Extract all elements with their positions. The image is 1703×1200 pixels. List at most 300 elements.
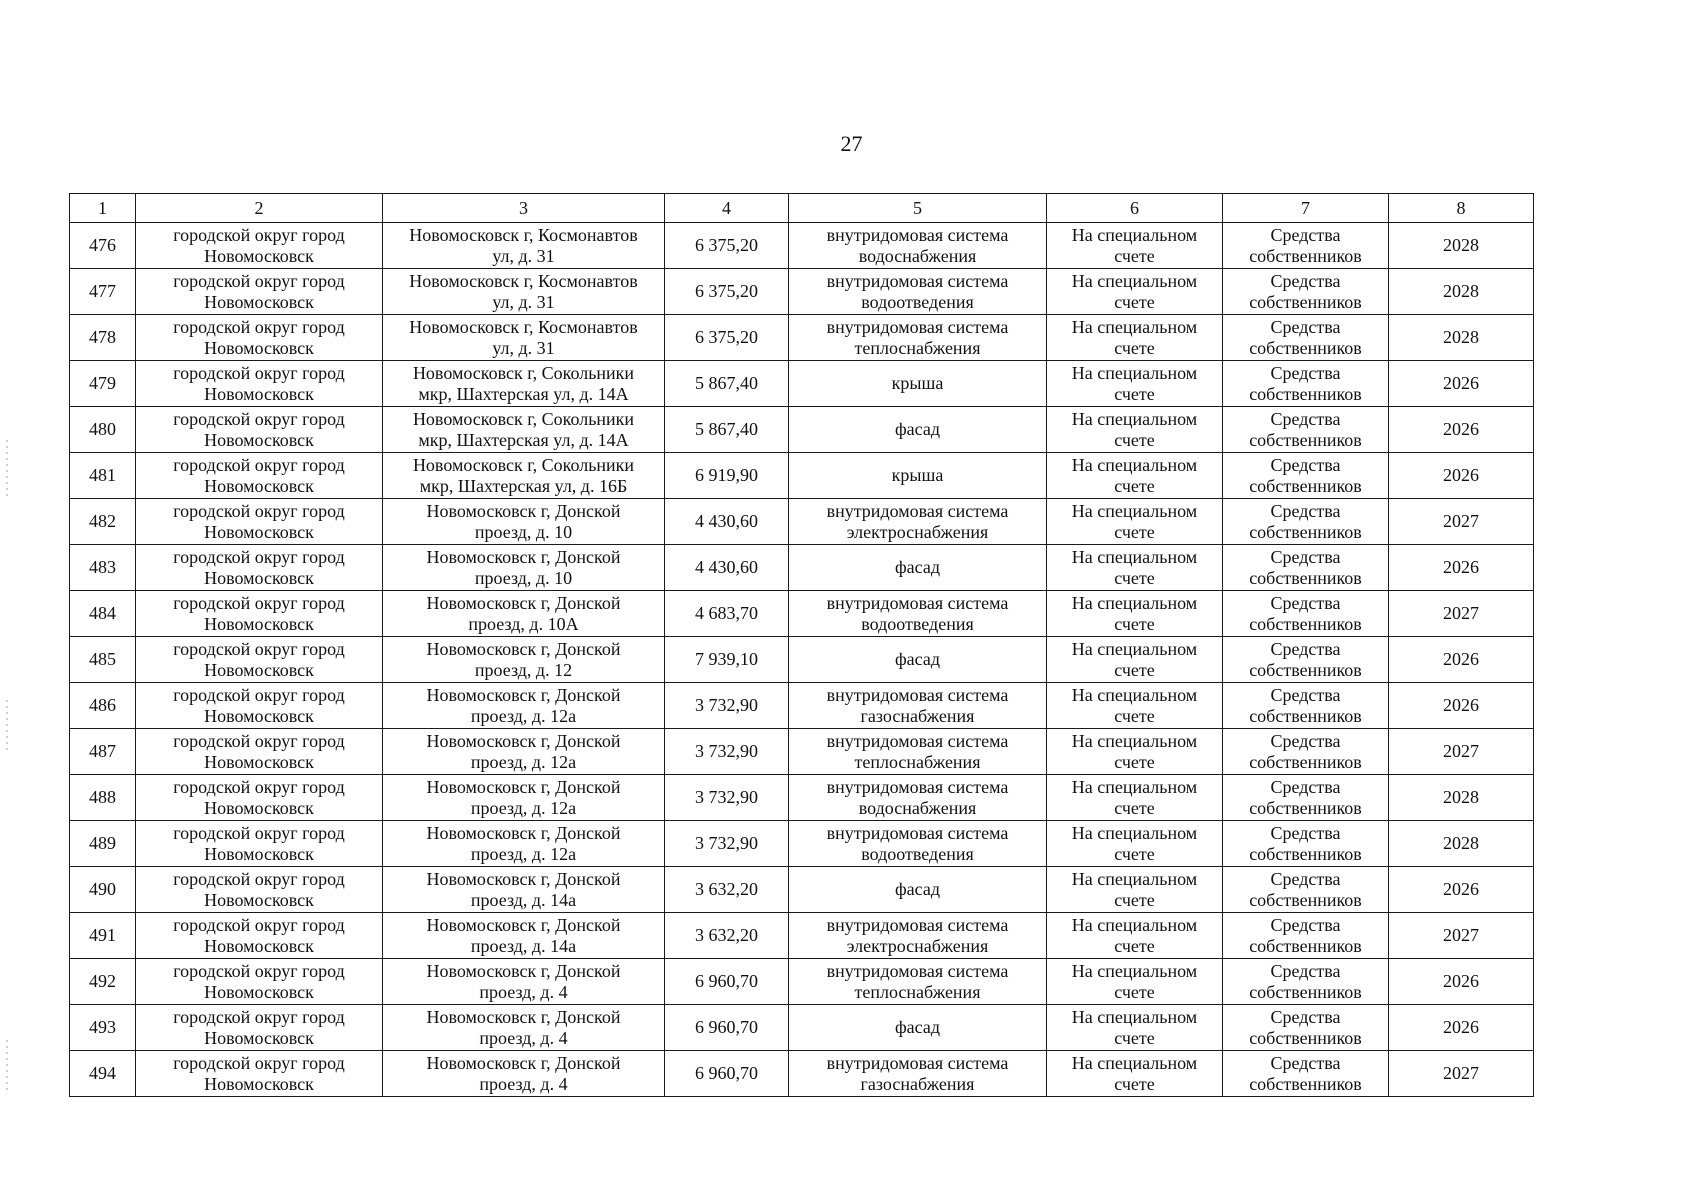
- work-type-cell-line: фасад: [894, 419, 940, 439]
- account-method-cell: [1047, 499, 1223, 545]
- row-number-cell: 479: [70, 361, 136, 407]
- address-cell: [383, 959, 665, 1005]
- funding-source-cell-line: Средства: [1270, 592, 1341, 613]
- account-method-cell: [1047, 453, 1223, 499]
- address-cell-line: мкр, Шахтерская ул, д. 14А: [418, 383, 629, 404]
- work-type-cell: [789, 729, 1047, 775]
- work-type-cell-line: внутридомовая система: [826, 592, 1009, 613]
- municipality-cell-line: Новомосковск: [204, 613, 314, 634]
- funding-source-cell-line: собственников: [1249, 1027, 1362, 1048]
- funding-source-cell-line: собственников: [1249, 981, 1362, 1002]
- municipality-cell-line: городской округ город: [173, 270, 345, 291]
- area-cell: 6 960,70: [665, 1005, 789, 1051]
- funding-source-cell: [1223, 1005, 1389, 1051]
- funding-source-cell-line: Средства: [1270, 730, 1341, 751]
- account-method-cell: [1047, 867, 1223, 913]
- year-cell: 2027: [1389, 591, 1534, 637]
- funding-source-cell-line: собственников: [1249, 521, 1362, 542]
- work-type-cell-line: внутридомовая система: [826, 776, 1009, 797]
- account-method-cell: [1047, 545, 1223, 591]
- address-cell: [383, 775, 665, 821]
- account-method-cell-line: счете: [1114, 889, 1155, 910]
- municipality-cell-line: городской округ город: [173, 914, 345, 935]
- year-cell: 2028: [1389, 315, 1534, 361]
- municipality-cell-line: городской округ город: [173, 592, 345, 613]
- municipality-cell-line: городской округ город: [173, 1052, 345, 1073]
- account-method-cell-line: На специальном: [1071, 638, 1198, 659]
- account-method-cell-line: На специальном: [1071, 1052, 1198, 1073]
- municipality-cell-line: Новомосковск: [204, 567, 314, 588]
- funding-source-cell-line: собственников: [1249, 843, 1362, 864]
- address-cell: [383, 453, 665, 499]
- account-method-cell-line: счете: [1114, 613, 1155, 634]
- account-method-cell-line: счете: [1114, 705, 1155, 726]
- work-type-cell-line: фасад: [894, 879, 940, 899]
- address-cell: [383, 591, 665, 637]
- account-method-cell: [1047, 361, 1223, 407]
- address-cell-line: проезд, д. 12а: [470, 797, 577, 818]
- work-type-cell-line: внутридомовая система: [826, 730, 1009, 751]
- address-cell-line: Новомосковск г, Донской: [426, 592, 621, 613]
- row-number-cell: 481: [70, 453, 136, 499]
- funding-source-cell-line: Средства: [1270, 868, 1341, 889]
- column-header: 7: [1223, 194, 1389, 223]
- address-cell-line: Новомосковск г, Сокольники: [412, 408, 635, 429]
- address-cell: [383, 223, 665, 269]
- funding-source-cell-line: собственников: [1249, 935, 1362, 956]
- year-cell: 2027: [1389, 499, 1534, 545]
- table-row: [70, 453, 1534, 499]
- work-type-cell: [789, 223, 1047, 269]
- address-cell: [383, 545, 665, 591]
- account-method-cell-line: На специальном: [1071, 592, 1198, 613]
- municipality-cell-line: Новомосковск: [204, 521, 314, 542]
- year-cell: 2028: [1389, 821, 1534, 867]
- work-type-cell-line: фасад: [894, 557, 940, 577]
- funding-source-cell-line: собственников: [1249, 567, 1362, 588]
- area-cell: 4 430,60: [665, 499, 789, 545]
- account-method-cell-line: На специальном: [1071, 1006, 1198, 1027]
- page-number: 27: [840, 131, 863, 156]
- work-type-cell: [789, 453, 1047, 499]
- year-cell: 2026: [1389, 361, 1534, 407]
- row-number-cell: 490: [70, 867, 136, 913]
- municipality-cell: [136, 223, 383, 269]
- column-header: 5: [789, 194, 1047, 223]
- account-method-cell-line: счете: [1114, 797, 1155, 818]
- table-row: [70, 315, 1534, 361]
- municipality-cell-line: городской округ город: [173, 224, 345, 245]
- address-cell-line: Новомосковск г, Донской: [426, 500, 621, 521]
- work-type-cell: [789, 407, 1047, 453]
- area-cell: 6 919,90: [665, 453, 789, 499]
- table-row: [70, 867, 1534, 913]
- address-cell-line: проезд, д. 4: [479, 1073, 568, 1094]
- municipality-cell: [136, 453, 383, 499]
- funding-source-cell: [1223, 683, 1389, 729]
- municipality-cell: [136, 407, 383, 453]
- address-cell-line: ул, д. 31: [492, 291, 555, 312]
- row-number-cell: 476: [70, 223, 136, 269]
- municipality-cell-line: городской округ город: [173, 868, 345, 889]
- area-cell: 4 683,70: [665, 591, 789, 637]
- account-method-cell-line: счете: [1114, 981, 1155, 1002]
- year-cell: 2026: [1389, 959, 1534, 1005]
- municipality-cell-line: Новомосковск: [204, 889, 314, 910]
- funding-source-cell-line: Средства: [1270, 960, 1341, 981]
- address-cell-line: проезд, д. 10: [474, 521, 573, 542]
- municipality-cell-line: городской округ город: [173, 960, 345, 981]
- funding-source-cell: [1223, 821, 1389, 867]
- funding-source-cell: [1223, 729, 1389, 775]
- year-cell: 2026: [1389, 407, 1534, 453]
- funding-source-cell: [1223, 1051, 1389, 1097]
- address-cell-line: Новомосковск г, Космонавтов: [409, 316, 638, 337]
- account-method-cell-line: На специальном: [1071, 914, 1198, 935]
- work-type-cell-line: крыша: [891, 373, 944, 393]
- municipality-cell-line: Новомосковск: [204, 705, 314, 726]
- work-type-cell-line: фасад: [894, 649, 940, 669]
- row-number-cell: 486: [70, 683, 136, 729]
- work-type-cell: [789, 269, 1047, 315]
- funding-source-cell: [1223, 269, 1389, 315]
- account-method-cell: [1047, 913, 1223, 959]
- area-cell: 6 375,20: [665, 315, 789, 361]
- address-cell: [383, 499, 665, 545]
- year-cell: 2026: [1389, 683, 1534, 729]
- municipality-cell: [136, 499, 383, 545]
- funding-source-cell: [1223, 545, 1389, 591]
- address-cell-line: проезд, д. 14а: [470, 889, 577, 910]
- funding-source-cell-line: Средства: [1270, 270, 1341, 291]
- funding-source-cell-line: собственников: [1249, 751, 1362, 772]
- account-method-cell: [1047, 959, 1223, 1005]
- account-method-cell-line: счете: [1114, 659, 1155, 680]
- funding-source-cell-line: Средства: [1270, 224, 1341, 245]
- column-header: 6: [1047, 194, 1223, 223]
- address-cell-line: проезд, д. 10: [474, 567, 573, 588]
- account-method-cell-line: счете: [1114, 429, 1155, 450]
- account-method-cell-line: На специальном: [1071, 546, 1198, 567]
- row-number-cell: 482: [70, 499, 136, 545]
- row-number-cell: 488: [70, 775, 136, 821]
- municipality-cell-line: городской округ город: [173, 776, 345, 797]
- area-cell: 3 732,90: [665, 683, 789, 729]
- address-cell-line: проезд, д. 14а: [470, 935, 577, 956]
- funding-source-cell-line: собственников: [1249, 245, 1362, 266]
- municipality-cell-line: Новомосковск: [204, 797, 314, 818]
- funding-source-cell-line: Средства: [1270, 408, 1341, 429]
- work-type-cell-line: теплоснабжения: [854, 337, 981, 358]
- table-row: [70, 361, 1534, 407]
- municipality-cell: [136, 1005, 383, 1051]
- funding-source-cell: [1223, 407, 1389, 453]
- funding-source-cell-line: собственников: [1249, 705, 1362, 726]
- work-type-cell: [789, 683, 1047, 729]
- address-cell: [383, 407, 665, 453]
- work-type-cell-line: внутридомовая система: [826, 270, 1009, 291]
- work-type-cell: [789, 775, 1047, 821]
- address-cell-line: Новомосковск г, Космонавтов: [409, 270, 638, 291]
- funding-source-cell-line: Средства: [1270, 822, 1341, 843]
- funding-source-cell-line: собственников: [1249, 1073, 1362, 1094]
- funding-source-cell: [1223, 867, 1389, 913]
- municipality-cell-line: Новомосковск: [204, 337, 314, 358]
- funding-source-cell-line: Средства: [1270, 362, 1341, 383]
- funding-source-cell-line: собственников: [1249, 797, 1362, 818]
- funding-source-cell: [1223, 453, 1389, 499]
- table-row: [70, 499, 1534, 545]
- municipality-cell: [136, 821, 383, 867]
- year-cell: 2026: [1389, 545, 1534, 591]
- address-cell: [383, 867, 665, 913]
- account-method-cell: [1047, 683, 1223, 729]
- account-method-cell: [1047, 407, 1223, 453]
- account-method-cell-line: счете: [1114, 383, 1155, 404]
- table-row: [70, 729, 1534, 775]
- account-method-cell-line: счете: [1114, 751, 1155, 772]
- work-type-cell: [789, 637, 1047, 683]
- municipality-cell-line: Новомосковск: [204, 475, 314, 496]
- municipality-cell: [136, 913, 383, 959]
- row-number-cell: 494: [70, 1051, 136, 1097]
- account-method-cell-line: счете: [1114, 245, 1155, 266]
- funding-source-cell: [1223, 637, 1389, 683]
- area-cell: 3 632,20: [665, 913, 789, 959]
- year-cell: 2028: [1389, 775, 1534, 821]
- work-type-cell-line: внутридомовая система: [826, 914, 1009, 935]
- scan-edge-mark: [6, 700, 8, 750]
- work-type-cell: [789, 315, 1047, 361]
- work-type-cell: [789, 913, 1047, 959]
- row-number-cell: 487: [70, 729, 136, 775]
- account-method-cell-line: счете: [1114, 291, 1155, 312]
- municipality-cell-line: Новомосковск: [204, 659, 314, 680]
- account-method-cell: [1047, 729, 1223, 775]
- funding-source-cell-line: Средства: [1270, 500, 1341, 521]
- account-method-cell: [1047, 1005, 1223, 1051]
- area-cell: 6 960,70: [665, 959, 789, 1005]
- account-method-cell: [1047, 637, 1223, 683]
- funding-source-cell-line: Средства: [1270, 914, 1341, 935]
- municipality-cell: [136, 591, 383, 637]
- address-cell-line: мкр, Шахтерская ул, д. 16Б: [419, 475, 628, 496]
- municipality-cell: [136, 269, 383, 315]
- table-row: [70, 913, 1534, 959]
- account-method-cell-line: счете: [1114, 521, 1155, 542]
- address-cell-line: Новомосковск г, Космонавтов: [409, 224, 638, 245]
- year-cell: 2026: [1389, 637, 1534, 683]
- address-cell: [383, 729, 665, 775]
- account-method-cell-line: На специальном: [1071, 316, 1198, 337]
- table-row: [70, 683, 1534, 729]
- area-cell: 5 867,40: [665, 361, 789, 407]
- funding-source-cell: [1223, 775, 1389, 821]
- municipality-cell-line: Новомосковск: [204, 751, 314, 772]
- work-type-cell-line: газоснабжения: [860, 705, 975, 726]
- year-cell: 2028: [1389, 269, 1534, 315]
- table-row: [70, 821, 1534, 867]
- account-method-cell-line: На специальном: [1071, 454, 1198, 475]
- municipality-cell-line: Новомосковск: [204, 429, 314, 450]
- year-cell: 2026: [1389, 1005, 1534, 1051]
- municipality-cell: [136, 867, 383, 913]
- funding-source-cell-line: собственников: [1249, 613, 1362, 634]
- municipality-cell-line: городской округ город: [173, 822, 345, 843]
- row-number-cell: 478: [70, 315, 136, 361]
- address-cell-line: проезд, д. 12: [474, 659, 573, 680]
- account-method-cell: [1047, 315, 1223, 361]
- column-header: 1: [70, 194, 136, 223]
- funding-source-cell-line: собственников: [1249, 429, 1362, 450]
- area-cell: 3 732,90: [665, 821, 789, 867]
- account-method-cell-line: На специальном: [1071, 362, 1198, 383]
- row-number-cell: 477: [70, 269, 136, 315]
- account-method-cell-line: счете: [1114, 935, 1155, 956]
- address-cell-line: Новомосковск г, Донской: [426, 1052, 621, 1073]
- funding-source-cell-line: собственников: [1249, 889, 1362, 910]
- account-method-cell-line: На специальном: [1071, 500, 1198, 521]
- funding-source-cell: [1223, 223, 1389, 269]
- year-cell: 2028: [1389, 223, 1534, 269]
- area-cell: 7 939,10: [665, 637, 789, 683]
- year-cell: 2027: [1389, 1051, 1534, 1097]
- municipality-cell: [136, 959, 383, 1005]
- municipality-cell-line: городской округ город: [173, 684, 345, 705]
- municipality-cell-line: городской округ город: [173, 500, 345, 521]
- account-method-cell-line: На специальном: [1071, 730, 1198, 751]
- address-cell-line: проезд, д. 12а: [470, 751, 577, 772]
- funding-source-cell-line: Средства: [1270, 454, 1341, 475]
- address-cell-line: Новомосковск г, Донской: [426, 822, 621, 843]
- work-type-cell-line: внутридомовая система: [826, 500, 1009, 521]
- municipality-cell-line: городской округ город: [173, 638, 345, 659]
- municipality-cell: [136, 545, 383, 591]
- address-cell-line: ул, д. 31: [492, 337, 555, 358]
- funding-source-cell-line: собственников: [1249, 475, 1362, 496]
- address-cell: [383, 637, 665, 683]
- work-type-cell: [789, 591, 1047, 637]
- account-method-cell-line: счете: [1114, 1027, 1155, 1048]
- work-type-cell-line: водоотведения: [861, 613, 974, 634]
- account-method-cell-line: На специальном: [1071, 822, 1198, 843]
- municipality-cell: [136, 1051, 383, 1097]
- work-type-cell-line: внутридомовая система: [826, 822, 1009, 843]
- address-cell-line: проезд, д. 10А: [468, 613, 579, 634]
- funding-source-cell: [1223, 315, 1389, 361]
- address-cell: [383, 1005, 665, 1051]
- account-method-cell-line: счете: [1114, 843, 1155, 864]
- area-cell: 6 960,70: [665, 1051, 789, 1097]
- work-type-cell-line: водоотведения: [861, 843, 974, 864]
- table-row: [70, 407, 1534, 453]
- work-type-cell-line: внутридомовая система: [826, 316, 1009, 337]
- work-type-cell: [789, 1005, 1047, 1051]
- repair-schedule-table-wrap: [69, 193, 1534, 1097]
- work-type-cell-line: фасад: [894, 1017, 940, 1037]
- account-method-cell-line: счете: [1114, 567, 1155, 588]
- table-row: [70, 223, 1534, 269]
- municipality-cell-line: городской округ город: [173, 1006, 345, 1027]
- row-number-cell: 480: [70, 407, 136, 453]
- work-type-cell: [789, 959, 1047, 1005]
- table-row: [70, 959, 1534, 1005]
- row-number-cell: 491: [70, 913, 136, 959]
- table-row: [70, 1005, 1534, 1051]
- funding-source-cell-line: Средства: [1270, 546, 1341, 567]
- table-row: [70, 775, 1534, 821]
- funding-source-cell-line: Средства: [1270, 684, 1341, 705]
- area-cell: 4 430,60: [665, 545, 789, 591]
- municipality-cell-line: городской округ город: [173, 362, 345, 383]
- account-method-cell-line: На специальном: [1071, 776, 1198, 797]
- address-cell-line: Новомосковск г, Сокольники: [412, 362, 635, 383]
- table-row: [70, 1051, 1534, 1097]
- municipality-cell-line: городской округ город: [173, 730, 345, 751]
- municipality-cell: [136, 361, 383, 407]
- column-header: 3: [383, 194, 665, 223]
- address-cell: [383, 315, 665, 361]
- account-method-cell-line: На специальном: [1071, 960, 1198, 981]
- work-type-cell: [789, 499, 1047, 545]
- work-type-cell-line: внутридомовая система: [826, 684, 1009, 705]
- repair-schedule-table: [69, 193, 1534, 1097]
- account-method-cell: [1047, 269, 1223, 315]
- address-cell-line: Новомосковск г, Донской: [426, 914, 621, 935]
- address-cell-line: Новомосковск г, Донской: [426, 638, 621, 659]
- area-cell: 3 732,90: [665, 729, 789, 775]
- account-method-cell: [1047, 591, 1223, 637]
- account-method-cell-line: На специальном: [1071, 270, 1198, 291]
- funding-source-cell-line: собственников: [1249, 291, 1362, 312]
- account-method-cell: [1047, 775, 1223, 821]
- scan-edge-mark: [6, 440, 8, 500]
- table-row: [70, 591, 1534, 637]
- municipality-cell: [136, 315, 383, 361]
- work-type-cell-line: водоснабжения: [858, 797, 977, 818]
- year-cell: 2026: [1389, 867, 1534, 913]
- area-cell: 6 375,20: [665, 269, 789, 315]
- address-cell-line: Новомосковск г, Донской: [426, 1006, 621, 1027]
- work-type-cell-line: водоотведения: [861, 291, 974, 312]
- address-cell: [383, 269, 665, 315]
- address-cell-line: Новомосковск г, Донской: [426, 868, 621, 889]
- work-type-cell-line: внутридомовая система: [826, 960, 1009, 981]
- funding-source-cell: [1223, 959, 1389, 1005]
- table-row: [70, 269, 1534, 315]
- work-type-cell-line: электроснабжения: [846, 521, 989, 542]
- municipality-cell-line: Новомосковск: [204, 843, 314, 864]
- funding-source-cell: [1223, 913, 1389, 959]
- work-type-cell-line: теплоснабжения: [854, 981, 981, 1002]
- funding-source-cell-line: Средства: [1270, 638, 1341, 659]
- account-method-cell-line: счете: [1114, 337, 1155, 358]
- work-type-cell-line: крыша: [891, 465, 944, 485]
- header-row: [70, 194, 1534, 223]
- row-number-cell: 493: [70, 1005, 136, 1051]
- work-type-cell-line: внутридомовая система: [826, 224, 1009, 245]
- account-method-cell-line: На специальном: [1071, 224, 1198, 245]
- account-method-cell-line: На специальном: [1071, 868, 1198, 889]
- municipality-cell-line: Новомосковск: [204, 981, 314, 1002]
- work-type-cell-line: водоснабжения: [858, 245, 977, 266]
- account-method-cell: [1047, 1051, 1223, 1097]
- account-method-cell-line: На специальном: [1071, 684, 1198, 705]
- address-cell-line: проезд, д. 12а: [470, 705, 577, 726]
- address-cell-line: Новомосковск г, Донской: [426, 730, 621, 751]
- funding-source-cell-line: собственников: [1249, 383, 1362, 404]
- address-cell-line: проезд, д. 4: [479, 1027, 568, 1048]
